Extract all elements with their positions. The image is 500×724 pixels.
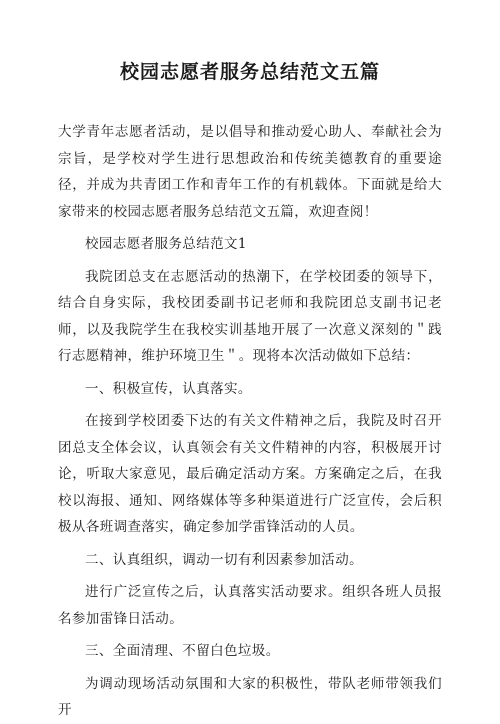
paragraph: 进行广泛宣传之后，认真落实活动要求。组织各班人员报名参加雷锋日活动。 xyxy=(58,584,442,627)
paragraph-subheading: 一、积极宣传，认真落实。 xyxy=(85,380,252,397)
document-title: 校园志愿者服务总结范文五篇 xyxy=(119,61,380,83)
paragraph-intro: 大学青年志愿者活动，是以倡导和推动爱心助人、奉献社会为宗旨，是学校对学生进行思想政治和传统美德教育的重要途径，并成为共青团工作和青年工作的有机载体。下面就是给大家带来的校园志愿者服务总结范文五篇，欢迎查阅！ xyxy=(58,124,442,220)
paragraph-section-heading: 校园志愿者服务总结范文1 xyxy=(85,236,247,252)
paragraph-subheading: 二、认真组织，调动一切有利因素参加活动。 xyxy=(85,551,363,568)
paragraph: 在接到学校团委下达的有关文件精神之后，我院及时召开团总支全体会议，认真领会有关文件精神的内容，积极展开讨论，听取大家意见，最后确定活动方案。方案确定之后，在我校以海报、通知、网络媒体等多种渠道进行广泛宣传，会后积极从各班调查落实，确定参加学雷锋活动的人员。 xyxy=(58,413,442,535)
document-body xyxy=(58,119,442,724)
paragraph: 我院团总支在志愿活动的热潮下，在学校团委的领导下，结合自身实际，我校团委副书记老师和我院团总支副书记老师，以及我院学生在我校实训基地开展了一次意义深刻的＂践行志愿精神，维护环境卫生＂。现将本次活动做如下总结： xyxy=(58,268,442,364)
paragraph-subheading: 三、全面清理、不留白色垃圾。 xyxy=(85,643,280,659)
paragraph: 为调动现场活动氛围和大家的积极性，带队老师带领我们开 xyxy=(58,675,442,718)
